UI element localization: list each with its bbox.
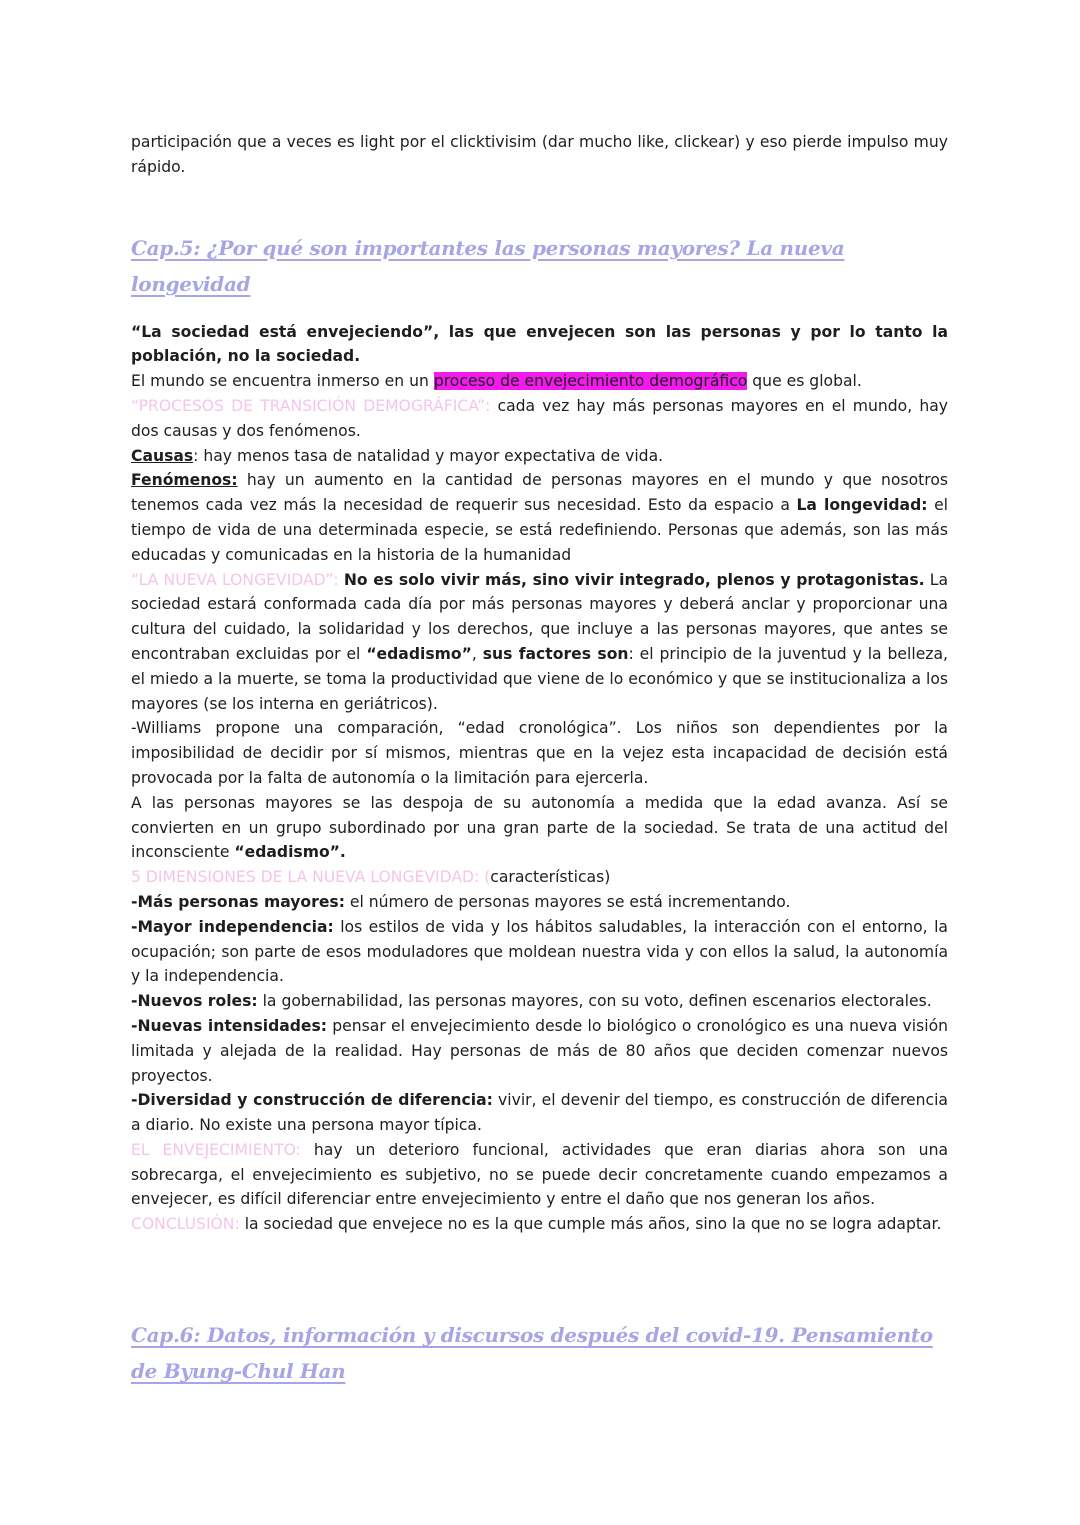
dimension-item: -Nuevas intensidades: pensar el envejecimiento desde lo biológico o cronológico es una nueva visión limitada y alejada de la realidad. Hay personas de más de 80 años que deciden comenzar nuevos proyectos. — [131, 1016, 948, 1085]
conclusion-paragraph: CONCLUSIÓN: la sociedad que envejece no es la que cumple más años, sino la que no se logra adaptar. — [131, 1215, 942, 1234]
dimension-item: -Nuevos roles: la gobernabilidad, las personas mayores, con su voto, definen escenarios electorales. — [131, 992, 932, 1011]
section-label: 5 DIMENSIONES DE LA NUEVA LONGEVIDAD: ( — [131, 868, 491, 887]
causes-paragraph: Causas: hay menos tasa de natalidad y mayor expectativa de vida. — [131, 446, 664, 465]
autonomy-paragraph: A las personas mayores se las despoja de su autonomía a medida que la edad avanza. Así se convierten en un grupo subordinado por una gran parte de la sociedad. Se trata de una actitud del inconsciente “edadismo”. — [131, 793, 948, 862]
thesis-paragraph — [131, 320, 948, 370]
section-label: “LA NUEVA LONGEVIDAD”: — [131, 570, 344, 589]
spacer — [131, 1237, 948, 1317]
phenomena-paragraph: Fenómenos: hay un aumento en la cantidad de personas mayores en el mundo y que nosotros tenemos cada vez más la necesidad de requerir sus necesidad. Esto da espacio a La longevidad: el tiempo de vida de una determinada especie, se está redefiniendo. Personas que además, son las más educadas y comunicadas en la historia de la humanidad — [131, 471, 948, 564]
spacer — [131, 180, 948, 230]
phenomena-label: Fenómenos: — [131, 471, 238, 490]
demographic-paragraph: El mundo se encuentra inmerso en un proceso de envejecimiento demográfico que es global. — [131, 372, 862, 391]
section-label: “PROCESOS DE TRANSICIÓN DEMOGRÁFICA”: — [131, 396, 498, 415]
dimension-item: -Mayor independencia: los estilos de vida y los hábitos saludables, la interacción con el entorno, la ocupación; son parte de esos moduladores que moldean nuestra vida y con ellos la salud, la autonomía y la independencia. — [131, 917, 948, 986]
aging-paragraph: EL ENVEJECIMIENTO: hay un deterioro funcional, actividades que eran diarias ahora son una sobrecarga, el envejecimiento es subjetivo, no se puede decir concretamente cuando empezamos a envejecer, es difícil diferenciar entre envejecimiento y entre el daño que nos generan los años. — [131, 1140, 949, 1209]
dimension-item: -Diversidad y construcción de diferencia: vivir, el devenir del tiempo, es construcción de diferencia a diario. No existe una persona mayor típica. — [131, 1091, 948, 1135]
thesis-bold: “La sociedad está envejeciendo”, las que envejecen son las personas y por lo tanto la población, no la sociedad. — [131, 322, 948, 366]
intro-paragraph: participación que a veces es light por el clicktivisim (dar mucho like, clickear) y eso pierde impulso muy rápido. — [131, 133, 948, 176]
dimension-item: -Más personas mayores: el número de personas mayores se está incrementando. — [131, 892, 791, 911]
document-page — [131, 130, 948, 1389]
new-longevity-paragraph: “LA NUEVA LONGEVIDAD”: No es solo vivir más, sino vivir integrado, plenos y protagonistas. La sociedad estará conformada cada día por más personas mayores y deberá anclar y proporcionar una cultura del cuidado, la solidaridad y los derechos, que incluye a las personas mayores, que antes se encontraban excluidas por el “edadismo”, sus factores son: el principio de la juventud y la belleza, el miedo a la muerte, se toma la productividad que viene de lo económico y que se institucionaliza a los mayores (se los interna en geriátricos). — [131, 570, 949, 713]
chapter-5-heading: Cap.5: ¿Por qué son importantes las personas mayores? La nueva longevidad — [131, 235, 845, 296]
dimensions-heading: 5 DIMENSIONES DE LA NUEVA LONGEVIDAD: (características) — [131, 868, 611, 887]
chapter-6-heading: Cap.6: Datos, información y discursos después del covid-19. Pensamiento de Byung-Chul Han — [131, 1323, 933, 1384]
section-label: CONCLUSIÓN: — [131, 1215, 245, 1234]
transition-paragraph: “PROCESOS DE TRANSICIÓN DEMOGRÁFICA”: cada vez hay más personas mayores en el mundo, hay dos causas y dos fenómenos. — [131, 396, 948, 440]
causes-label: Causas — [131, 446, 194, 465]
spacer — [131, 302, 948, 320]
williams-paragraph: -Williams propone una comparación, “edad cronológica”. Los niños son dependientes por la imposibilidad de decidir por sí mismos, mientras que en la vejez esta incapacidad de decisión está provocada por la falta de autonomía o la limitación para ejercerla. — [131, 719, 948, 787]
section-label: EL ENVEJECIMIENTO: — [131, 1140, 314, 1159]
highlighted-term: proceso de envejecimiento demográfico — [433, 372, 748, 391]
